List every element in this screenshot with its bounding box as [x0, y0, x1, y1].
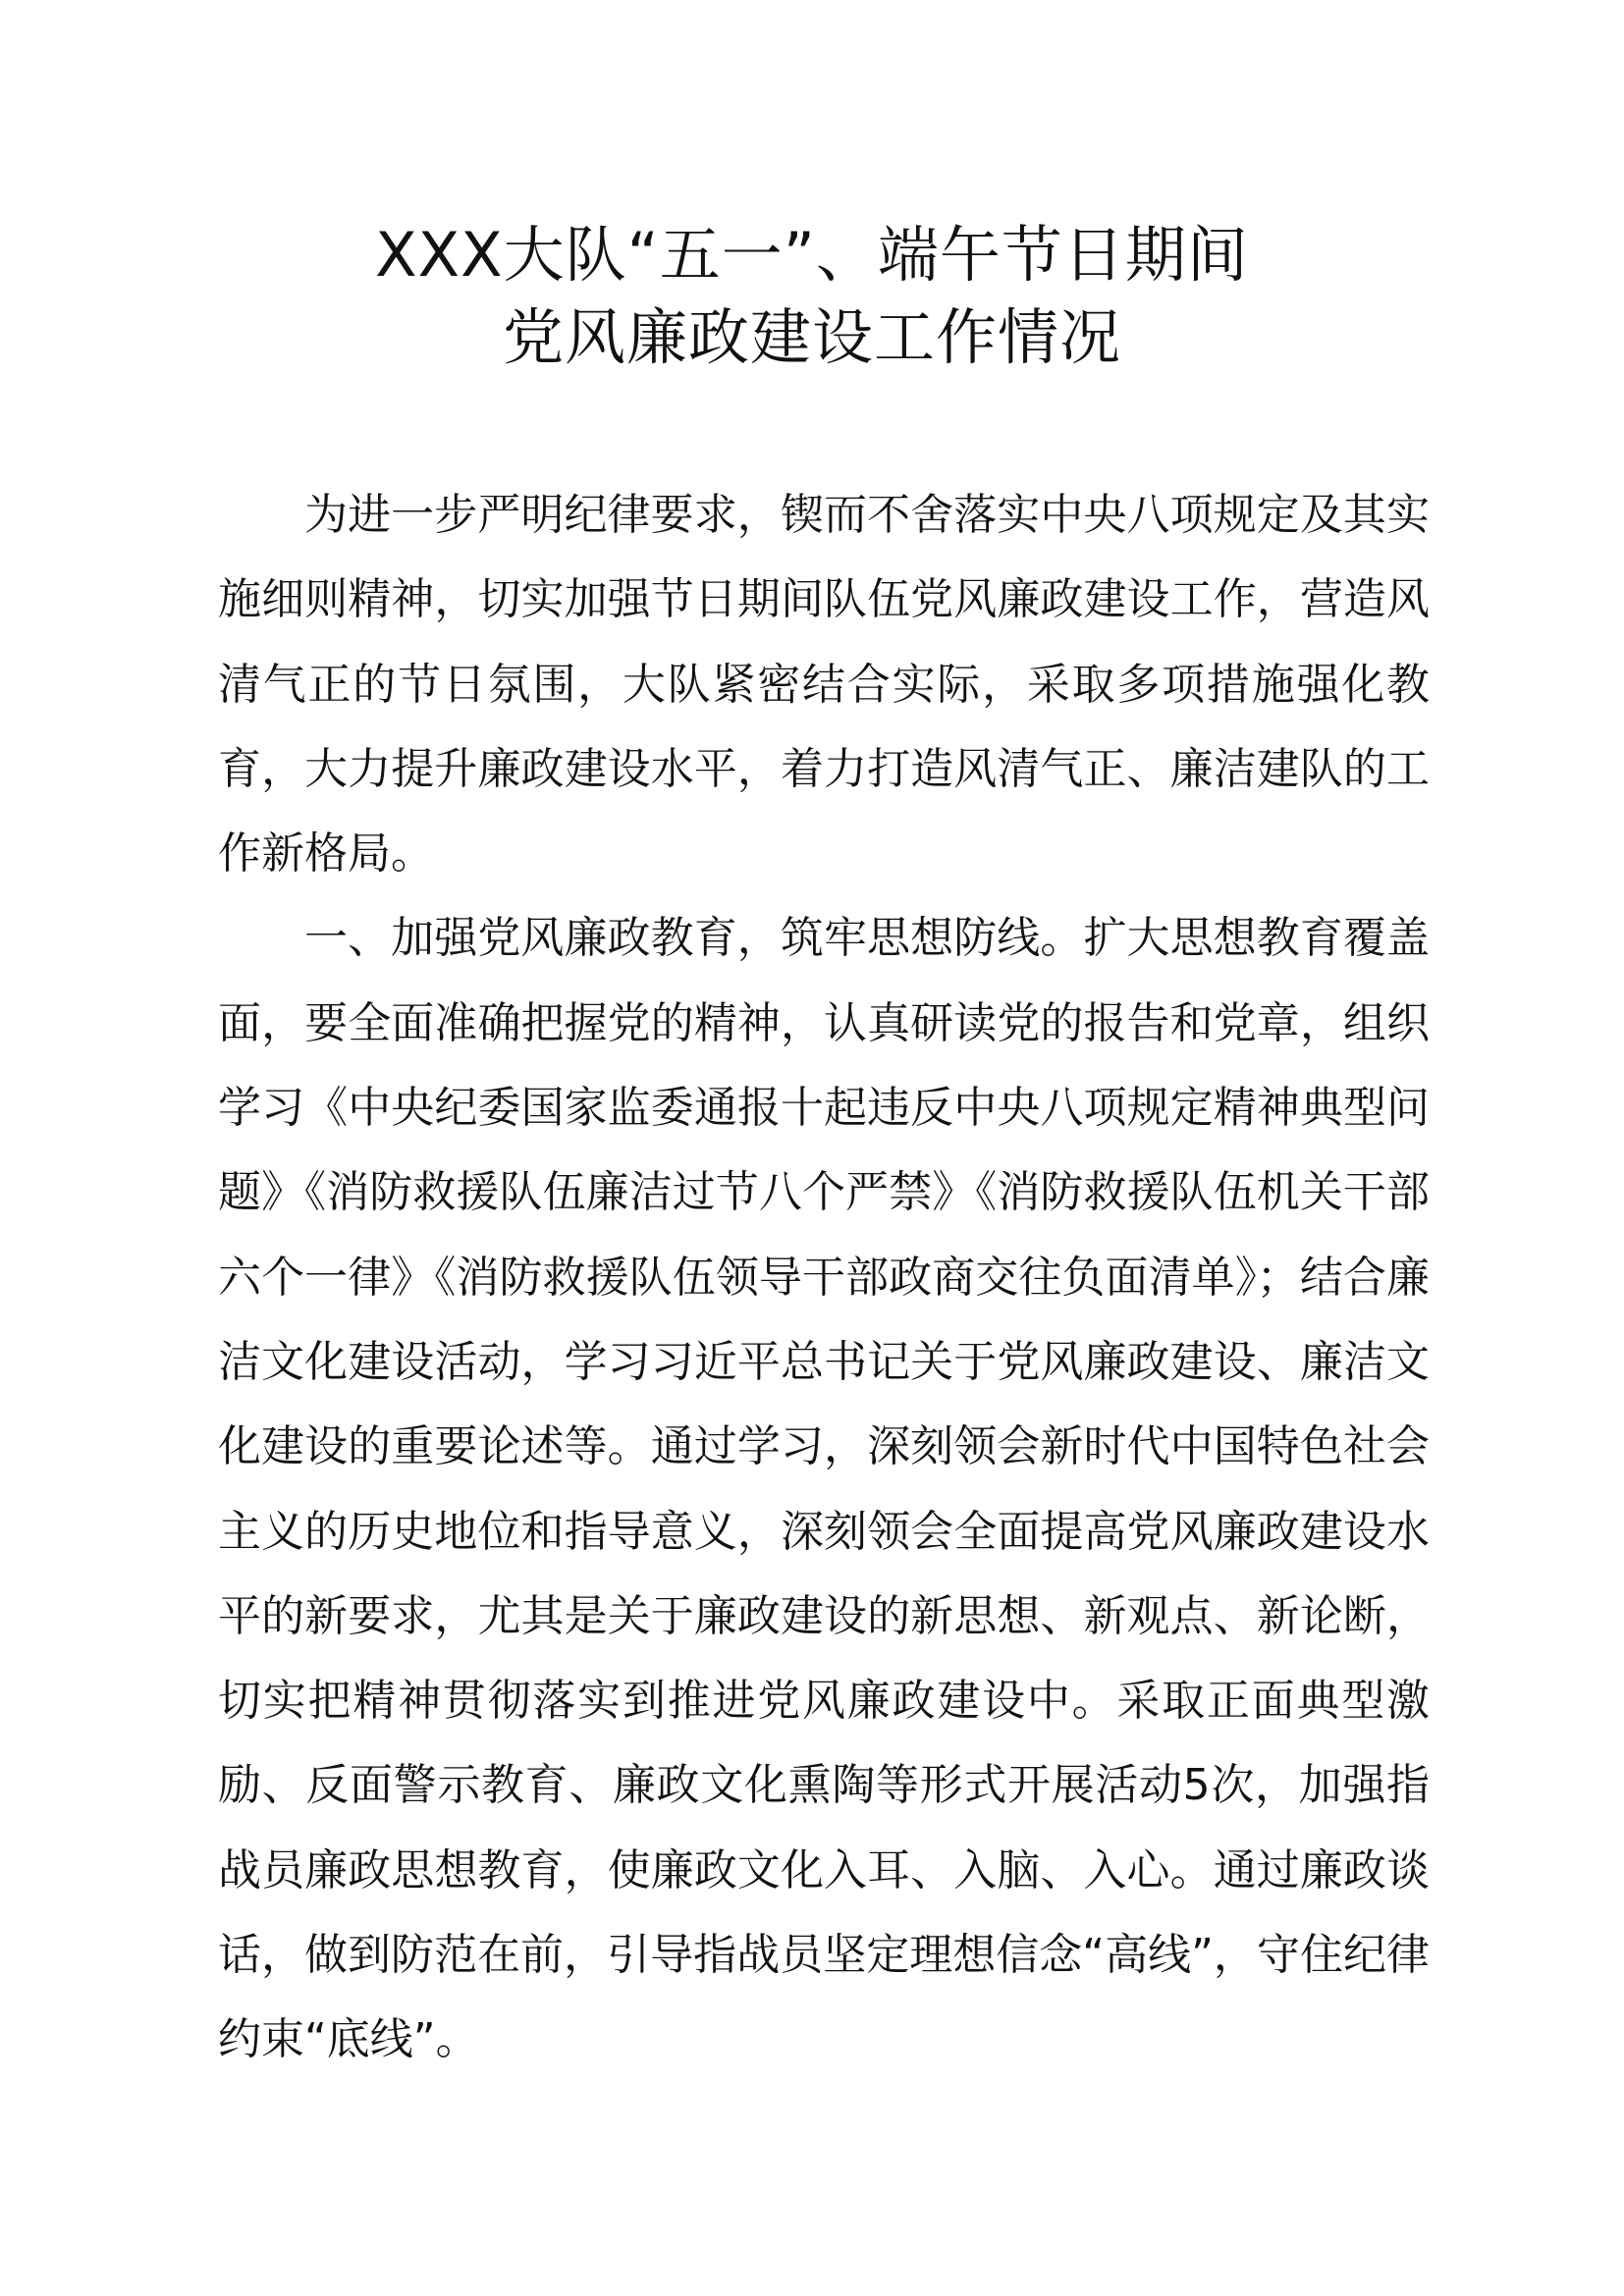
title-line-1: XXX大队“五一”、端午节日期间: [375, 219, 1249, 291]
section-one-paragraph: 一、加强党风廉政教育，筑牢思想防线。扩大思想教育覆盖面，要全面准确把握党的精神，认真研读党的报告和党章，组织学习《中央纪委国家监委通报十起违反中央八项规定精神典型问题》《消防救援队伍廉洁过节八个严禁》《消防救援队伍机关干部六个一律》《消防救援队伍领导干部政商交往负面清单》；结合廉洁文化建设活动，学习习近平总书记关于党风廉政建设、廉洁文化建设的重要论述等。通过学习，深刻领会新时代中国特色社会主义的历史地位和指导意义，深刻领会全面提高党风廉政建设水平的新要求，尤其是关于廉政建设的新思想、新观点、新论断，切实把精神贯彻落实到推进党风廉政建设中。采取正面典型激励、反面警示教育、廉政文化熏陶等形式开展活动5次，加强指战员廉政思想教育，使廉政文化入耳、入脑、入心。通过廉政谈话，做到防范在前，引导指战员坚定理想信念“高线”，守住纪律约束“底线”。: [218, 913, 1430, 2065]
document-body: [218, 473, 1430, 2083]
title-line-2: 党风廉政建设工作情况: [502, 301, 1121, 373]
document-title: [216, 214, 1408, 379]
intro-paragraph: 为进一步严明纪律要求，锲而不舍落实中央八项规定及其实施细则精神，切实加强节日期间队伍党风廉政建设工作，营造风清气正的节日氛围，大队紧密结合实际，采取多项措施强化教育，大力提升廉政建设水平，着力打造风清气正、廉洁建队的工作新格局。: [218, 490, 1430, 880]
